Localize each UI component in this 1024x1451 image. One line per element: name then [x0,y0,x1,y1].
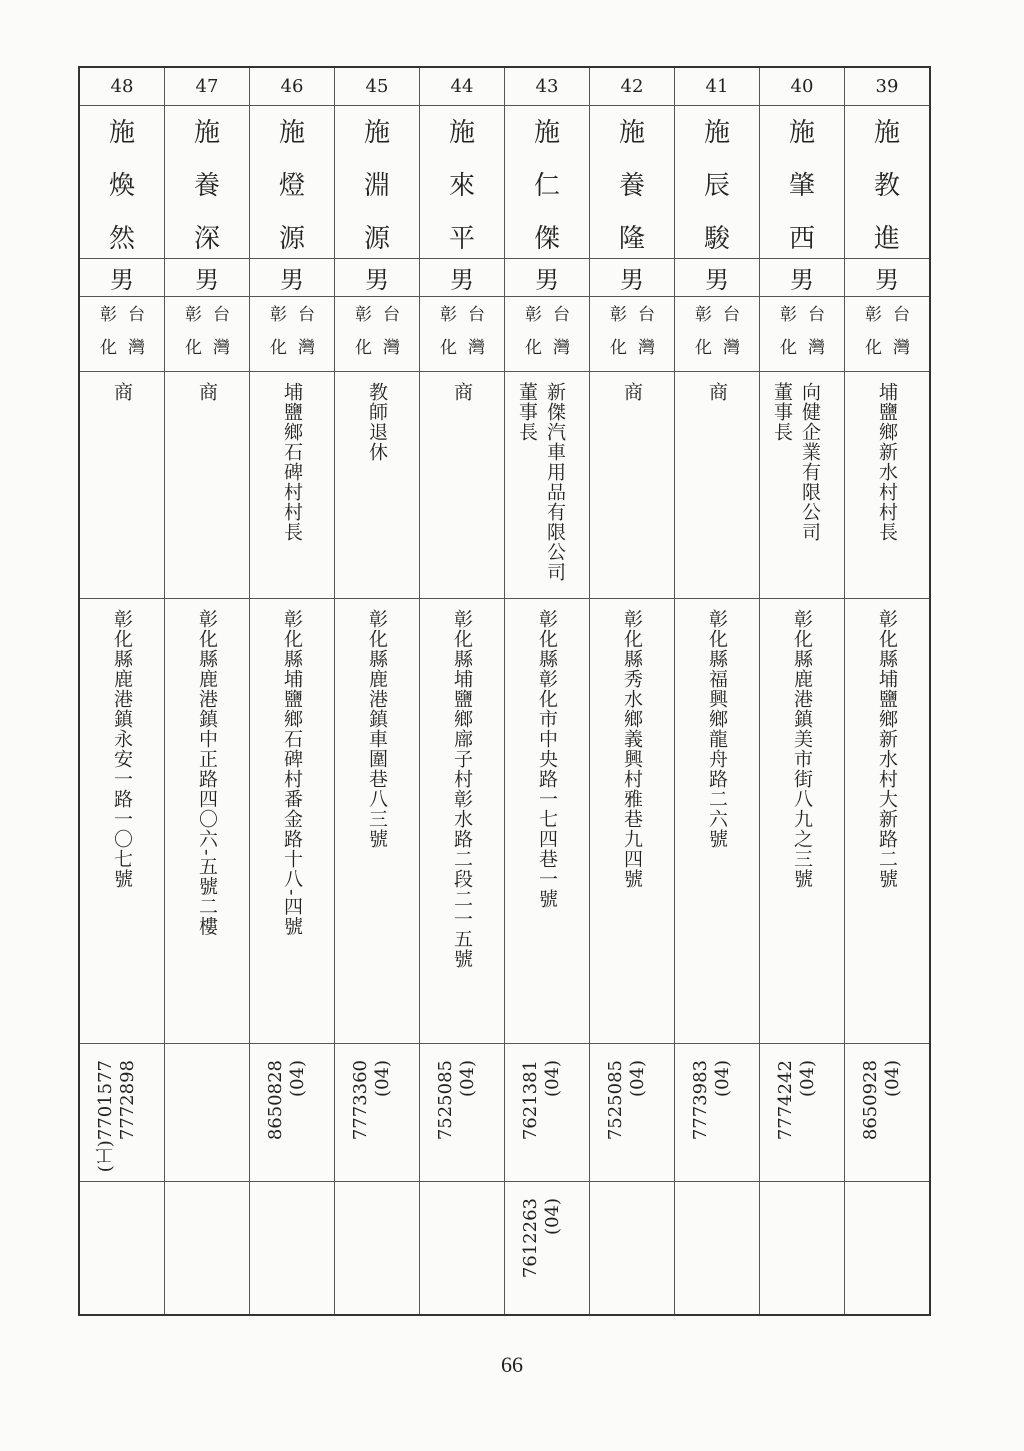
occupation-text: 埔鹽鄉新水村村長 [876,382,898,542]
member-address [165,599,249,1044]
member-occupation [675,372,759,599]
address-text: 彰化縣鹿港鎮中正路四〇六-五號二樓 [196,609,218,937]
name-char: 養 [618,171,645,201]
member-phone [505,1044,589,1182]
origin-country: 台灣 [719,305,739,371]
address-text: 彰化縣埔鹽鄉廍子村彰水路二段二一五號 [451,609,473,969]
origin-country: 台灣 [464,305,484,371]
phone-text: 8650828 [265,1060,286,1141]
member-column [675,68,760,1314]
member-phone-2 [420,1182,504,1314]
phone-text: (04) [882,1060,903,1097]
member-occupation [420,372,504,599]
member-sex [165,259,249,297]
member-number-text: 46 [280,76,304,97]
member-name [420,106,504,259]
member-name [845,106,929,259]
name-char: 施 [363,118,390,148]
occupation-text: 埔鹽鄉石碑村村長 [281,382,303,542]
member-occupation [250,372,334,599]
member-column [590,68,675,1314]
member-number-text: 48 [110,76,134,97]
member-number-text: 41 [705,76,729,97]
address-text: 彰化縣福興鄉龍舟路二六號 [706,609,728,849]
member-number-text: 45 [365,76,389,97]
member-origin [505,297,589,372]
member-origin [420,297,504,372]
member-address [420,599,504,1044]
name-char: 西 [788,224,815,254]
member-phone [165,1044,249,1182]
phone-text: (04) [712,1060,733,1097]
origin-country: 台灣 [209,305,229,371]
member-number [590,68,674,106]
page-number: 66 [501,1352,523,1377]
member-phone-2 [590,1182,674,1314]
name-char: 隆 [618,224,645,254]
origin-country: 台灣 [804,305,824,371]
member-phone [80,1044,164,1182]
member-origin [80,297,164,372]
occupation-title: 董事長 [516,382,538,442]
sex-text: 男 [705,266,729,294]
member-number-text: 39 [875,76,899,97]
member-phone [420,1044,504,1182]
name-char: 仁 [533,171,560,201]
member-name [165,106,249,259]
origin-country: 台灣 [124,305,144,371]
sex-text: 男 [450,266,474,294]
member-name [675,106,759,259]
member-phone-2 [845,1182,929,1314]
name-char: 深 [193,224,220,254]
member-column [80,68,165,1314]
member-column [250,68,335,1314]
origin-county: 彰化 [606,305,626,371]
member-phone [250,1044,334,1182]
member-number [505,68,589,106]
phone-text: 8650928 [860,1060,881,1141]
member-address [845,599,929,1044]
member-number [760,68,844,106]
member-occupation [335,372,419,599]
sex-text: 男 [875,266,899,294]
phone-text: (04) [287,1060,308,1097]
member-address [250,599,334,1044]
origin-country: 台灣 [294,305,314,371]
member-sex [675,259,759,297]
member-address [675,599,759,1044]
origin-country: 台灣 [889,305,909,371]
phone-text: 7525085 [435,1060,456,1141]
member-number-text: 44 [450,76,474,97]
origin-county: 彰化 [861,305,881,371]
member-occupation [80,372,164,599]
name-char: 施 [193,118,220,148]
occupation-text: 教師退休 [366,382,388,462]
occupation-text: 商 [196,382,218,402]
member-number-text: 40 [790,76,814,97]
address-text: 彰化縣埔鹽鄉新水村大新路二號 [876,609,898,889]
name-char: 煥 [108,171,135,201]
member-address [590,599,674,1044]
member-occupation [505,372,589,599]
sex-text: 男 [790,266,814,294]
phone-text: (04) [372,1060,393,1097]
origin-county: 彰化 [776,305,796,371]
sex-text: 男 [280,266,304,294]
name-char: 辰 [703,171,730,201]
name-char: 施 [108,118,135,148]
origin-county: 彰化 [181,305,201,371]
member-number-text: 42 [620,76,644,97]
origin-county: 彰化 [96,305,116,371]
name-char: 施 [788,118,815,148]
member-phone [845,1044,929,1182]
name-char: 然 [108,224,135,254]
phone-text: 7774242 [775,1060,796,1141]
member-number [80,68,164,106]
occupation-company: 新傑汽車用品有限公司 [544,382,566,582]
name-char: 教 [873,171,900,201]
sex-text: 男 [535,266,559,294]
member-sex [590,259,674,297]
phone-text: 7525085 [605,1060,626,1141]
origin-county: 彰化 [436,305,456,371]
member-name [505,106,589,259]
address-text: 彰化縣鹿港鎮車圍巷八三號 [366,609,388,849]
sex-text: 男 [620,266,644,294]
address-text: 彰化縣鹿港鎮永安一路一〇七號 [111,609,133,889]
sex-text: 男 [110,266,134,294]
member-number [165,68,249,106]
address-text: 彰化縣彰化市中央路一七四巷一號 [536,609,558,909]
member-phone [335,1044,419,1182]
member-phone-2 [250,1182,334,1314]
member-address [80,599,164,1044]
name-char: 源 [363,224,390,254]
member-column [335,68,420,1314]
phone-text: 7773360 [350,1060,371,1141]
member-sex [505,259,589,297]
name-char: 傑 [533,224,560,254]
member-origin [250,297,334,372]
member-column [420,68,505,1314]
member-column [165,68,250,1314]
member-phone [590,1044,674,1182]
name-char: 施 [873,118,900,148]
name-char: 施 [703,118,730,148]
phone-text: 7773983 [690,1060,711,1141]
member-sex [420,259,504,297]
member-sex [845,259,929,297]
occupation-company: 向健企業有限公司 [799,382,821,542]
member-origin [165,297,249,372]
member-name [590,106,674,259]
member-number-text: 43 [535,76,559,97]
member-number [845,68,929,106]
member-column [845,68,929,1314]
member-table [78,66,931,1316]
name-char: 平 [448,224,475,254]
member-address [760,599,844,1044]
occupation-text: 商 [111,382,133,402]
phone-text: (04) [627,1060,648,1097]
name-char: 進 [873,224,900,254]
phone-text: (04) [542,1060,563,1097]
member-name [760,106,844,259]
member-number [335,68,419,106]
member-phone-2 [505,1182,589,1314]
member-sex [335,259,419,297]
phone-text: 7772898 [117,1060,138,1141]
member-name [80,106,164,259]
member-phone-2 [335,1182,419,1314]
phone-text: 7621381 [520,1060,541,1141]
name-char: 燈 [278,171,305,201]
occupation-text: 商 [451,382,473,402]
member-occupation [165,372,249,599]
name-char: 養 [193,171,220,201]
address-text: 彰化縣秀水鄉義興村雅巷九四號 [621,609,643,889]
name-char: 肇 [788,171,815,201]
member-number [250,68,334,106]
origin-county: 彰化 [691,305,711,371]
name-char: 來 [448,171,475,201]
origin-county: 彰化 [521,305,541,371]
name-char: 淵 [363,171,390,201]
name-char: 源 [278,224,305,254]
phone-text: (04) [457,1060,478,1097]
phone-text: (04) [542,1198,563,1235]
member-sex [760,259,844,297]
name-char: 施 [278,118,305,148]
member-column [760,68,845,1314]
address-text: 彰化縣鹿港鎮美市街八九之三號 [791,609,813,889]
name-char: 施 [448,118,475,148]
member-occupation [590,372,674,599]
member-phone-2 [165,1182,249,1314]
origin-country: 台灣 [379,305,399,371]
member-origin [760,297,844,372]
member-number [420,68,504,106]
name-char: 施 [533,118,560,148]
member-origin [335,297,419,372]
member-phone [760,1044,844,1182]
member-address [505,599,589,1044]
member-name [335,106,419,259]
member-phone-2 [675,1182,759,1314]
occupation-text: 商 [621,382,643,402]
occupation-text: 商 [706,382,728,402]
member-name [250,106,334,259]
origin-county: 彰化 [266,305,286,371]
member-occupation [760,372,844,599]
member-origin [675,297,759,372]
member-phone-2 [80,1182,164,1314]
address-text: 彰化縣埔鹽鄉石碑村番金路十八-四號 [281,609,303,937]
occupation-title: 董事長 [771,382,793,442]
member-origin [590,297,674,372]
phone-text: (04) [797,1060,818,1097]
phone-text: 7612263 [520,1198,541,1279]
member-occupation [845,372,929,599]
member-phone [675,1044,759,1182]
member-number [675,68,759,106]
member-phone-2 [760,1182,844,1314]
member-number-text: 47 [195,76,219,97]
origin-country: 台灣 [549,305,569,371]
member-address [335,599,419,1044]
name-char: 駿 [703,224,730,254]
member-sex [250,259,334,297]
member-column [505,68,590,1314]
origin-country: 台灣 [634,305,654,371]
member-origin [845,297,929,372]
sex-text: 男 [195,266,219,294]
name-char: 施 [618,118,645,148]
phone-text: (工)7701577 [95,1060,116,1173]
sex-text: 男 [365,266,389,294]
origin-county: 彰化 [351,305,371,371]
member-sex [80,259,164,297]
